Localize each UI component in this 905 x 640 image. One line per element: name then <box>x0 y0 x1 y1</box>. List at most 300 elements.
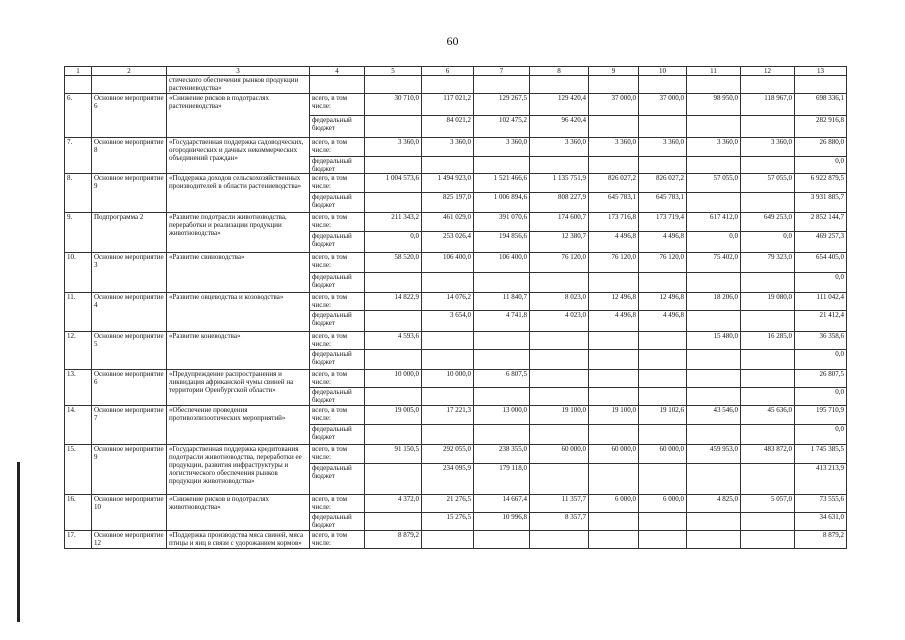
funding-source-cell: федеральный бюджет <box>310 388 365 406</box>
measure-name-cell: Основное мероприятие 9 <box>92 174 167 213</box>
amount-cell <box>530 76 589 94</box>
amount-cell: 102 475,2 <box>474 116 530 138</box>
amount-cell: 1 745 385,5 <box>795 445 847 464</box>
measure-name-cell: Подпрограмма 2 <box>92 213 167 253</box>
amount-cell <box>365 157 422 174</box>
amount-cell <box>422 76 474 94</box>
amount-cell <box>422 425 474 445</box>
amount-cell: 13 000,0 <box>474 406 530 425</box>
amount-cell: 654 405,0 <box>795 253 847 273</box>
row-number-cell: 10. <box>65 253 92 293</box>
amount-cell <box>589 370 639 388</box>
amount-cell <box>530 332 589 350</box>
amount-cell <box>741 273 795 293</box>
amount-cell <box>474 157 530 174</box>
amount-cell: 8 357,7 <box>530 513 589 531</box>
row-number-cell: 11. <box>65 293 92 332</box>
funding-source-cell: всего, в том числе: <box>310 370 365 388</box>
amount-cell <box>589 332 639 350</box>
amount-cell: 76 120,0 <box>639 253 687 273</box>
amount-cell: 282 916,8 <box>795 116 847 138</box>
amount-cell <box>365 350 422 370</box>
amount-cell <box>639 464 687 495</box>
table-row <box>65 174 847 193</box>
amount-cell <box>530 157 589 174</box>
row-number-cell: 15. <box>65 445 92 495</box>
table-row <box>65 406 847 425</box>
amount-cell: 0,0 <box>795 350 847 370</box>
amount-cell: 3 360,0 <box>530 138 589 157</box>
table-row <box>65 213 847 232</box>
amount-cell: 19 005,0 <box>365 406 422 425</box>
amount-cell <box>365 311 422 332</box>
amount-cell: 649 253,0 <box>741 213 795 232</box>
amount-cell: 1 521 466,6 <box>474 174 530 193</box>
amount-cell: 0,0 <box>795 157 847 174</box>
amount-cell: 698 336,1 <box>795 94 847 116</box>
column-number-header: 11 <box>687 67 741 76</box>
amount-cell: 4 825,0 <box>687 495 741 513</box>
amount-cell: 8 879,2 <box>795 531 847 549</box>
amount-cell: 3 360,0 <box>639 138 687 157</box>
funding-source-cell: федеральный бюджет <box>310 232 365 253</box>
measure-description-cell: «Государственная поддержка садоводческих, огороднических и дачных некоммерческих объединений граждан» <box>167 138 310 174</box>
amount-cell: 253 026,4 <box>422 232 474 253</box>
measure-name-cell: Основное мероприятие 3 <box>92 253 167 293</box>
amount-cell <box>687 513 741 531</box>
funding-source-cell: всего, в том числе: <box>310 531 365 549</box>
amount-cell <box>589 531 639 549</box>
amount-cell <box>687 311 741 332</box>
measure-description-cell: «Поддержка доходов сельскохозяйственных производителей в области растениеводства» <box>167 174 310 213</box>
column-number-header: 3 <box>167 67 310 76</box>
funding-source-cell: всего, в том числе: <box>310 138 365 157</box>
amount-cell: 84 021,2 <box>422 116 474 138</box>
table-row <box>65 531 847 549</box>
measure-name-cell: Основное мероприятие 6 <box>92 94 167 138</box>
amount-cell: 57 055,0 <box>687 174 741 193</box>
amount-cell: 826 027,2 <box>589 174 639 193</box>
amount-cell <box>365 193 422 213</box>
amount-cell <box>474 76 530 94</box>
amount-cell <box>639 425 687 445</box>
amount-cell: 1 494 923,0 <box>422 174 474 193</box>
amount-cell <box>639 332 687 350</box>
amount-cell <box>474 273 530 293</box>
amount-cell <box>365 425 422 445</box>
funding-source-cell: федеральный бюджет <box>310 273 365 293</box>
column-number-row <box>65 67 847 76</box>
measure-name-cell: Основное мероприятие 6 <box>92 370 167 406</box>
amount-cell: 98 950,0 <box>687 94 741 116</box>
amount-cell: 111 042,4 <box>795 293 847 311</box>
amount-cell <box>687 350 741 370</box>
amount-cell <box>741 531 795 549</box>
amount-cell: 57 055,0 <box>741 174 795 193</box>
amount-cell: 461 029,0 <box>422 213 474 232</box>
amount-cell <box>639 370 687 388</box>
amount-cell <box>474 425 530 445</box>
amount-cell: 76 120,0 <box>589 253 639 273</box>
amount-cell: 12 496,8 <box>639 293 687 311</box>
funding-source-cell: всего, в том числе: <box>310 94 365 116</box>
measure-description-cell: «Развитие овцеводства и козоводства» <box>167 293 310 332</box>
table-row <box>65 94 847 116</box>
amount-cell <box>474 350 530 370</box>
amount-cell <box>639 513 687 531</box>
amount-cell: 18 206,0 <box>687 293 741 311</box>
amount-cell: 0,0 <box>741 232 795 253</box>
amount-cell <box>687 531 741 549</box>
measure-name-cell: Основное мероприятие 8 <box>92 138 167 174</box>
amount-cell: 391 070,6 <box>474 213 530 232</box>
amount-cell <box>589 273 639 293</box>
amount-cell <box>530 350 589 370</box>
funding-source-cell: федеральный бюджет <box>310 116 365 138</box>
amount-cell <box>741 370 795 388</box>
amount-cell: 91 150,5 <box>365 445 422 464</box>
amount-cell: 173 719,4 <box>639 213 687 232</box>
measure-description-cell: «Обеспечение проведения противоэпизоотических мероприятий» <box>167 406 310 445</box>
amount-cell: 6 922 879,5 <box>795 174 847 193</box>
amount-cell <box>741 350 795 370</box>
amount-cell: 3 654,0 <box>422 311 474 332</box>
measure-name-cell <box>92 76 167 94</box>
amount-cell: 6 000,0 <box>639 495 687 513</box>
funding-source-cell: федеральный бюджет <box>310 513 365 531</box>
row-number-cell: 12. <box>65 332 92 370</box>
measure-description-cell: «Поддержка производства мяса свиней, мяса птицы и яиц в связи с удорожанием кормов» <box>167 531 310 549</box>
amount-cell <box>530 425 589 445</box>
amount-cell <box>589 464 639 495</box>
amount-cell <box>687 193 741 213</box>
amount-cell <box>422 332 474 350</box>
amount-cell <box>422 157 474 174</box>
amount-cell: 11 840,7 <box>474 293 530 311</box>
amount-cell <box>741 116 795 138</box>
amount-cell <box>687 273 741 293</box>
amount-cell <box>422 531 474 549</box>
amount-cell: 16 285,0 <box>741 332 795 350</box>
amount-cell: 4 496,8 <box>639 232 687 253</box>
amount-cell: 645 783,1 <box>589 193 639 213</box>
amount-cell: 118 967,0 <box>741 94 795 116</box>
amount-cell: 174 600,7 <box>530 213 589 232</box>
amount-cell <box>589 350 639 370</box>
amount-cell <box>741 388 795 406</box>
amount-cell: 4 023,0 <box>530 311 589 332</box>
amount-cell: 4 496,8 <box>639 311 687 332</box>
amount-cell <box>687 425 741 445</box>
row-number-cell: 17. <box>65 531 92 549</box>
amount-cell: 4 496,8 <box>589 311 639 332</box>
amount-cell <box>687 157 741 174</box>
amount-cell: 36 358,6 <box>795 332 847 350</box>
row-number-cell: 13. <box>65 370 92 406</box>
table-row <box>65 370 847 388</box>
measure-description-cell: стического обеспечения рынков продукции растениеводства» <box>167 76 310 94</box>
measure-description-cell: «Предупреждение распространения и ликвидация африканской чумы свиней на территории Оренбургской области» <box>167 370 310 406</box>
amount-cell <box>687 76 741 94</box>
amount-cell: 75 402,0 <box>687 253 741 273</box>
column-number-header: 5 <box>365 67 422 76</box>
amount-cell: 73 555,6 <box>795 495 847 513</box>
amount-cell: 4 593,6 <box>365 332 422 350</box>
amount-cell: 1 006 894,6 <box>474 193 530 213</box>
table-row <box>65 76 847 94</box>
amount-cell: 5 057,0 <box>741 495 795 513</box>
amount-cell: 2 852 144,7 <box>795 213 847 232</box>
amount-cell <box>741 513 795 531</box>
column-number-header: 12 <box>741 67 795 76</box>
amount-cell: 21 412,4 <box>795 311 847 332</box>
amount-cell: 10 996,8 <box>474 513 530 531</box>
amount-cell <box>741 157 795 174</box>
amount-cell <box>639 350 687 370</box>
funding-source-cell <box>310 76 365 94</box>
amount-cell: 413 213,9 <box>795 464 847 495</box>
amount-cell <box>741 193 795 213</box>
amount-cell <box>687 116 741 138</box>
measure-name-cell: Основное мероприятие 4 <box>92 293 167 332</box>
amount-cell <box>589 513 639 531</box>
column-number-header: 7 <box>474 67 530 76</box>
amount-cell: 19 100,0 <box>589 406 639 425</box>
amount-cell: 15 276,5 <box>422 513 474 531</box>
funding-source-cell: всего, в том числе: <box>310 293 365 311</box>
amount-cell <box>365 513 422 531</box>
amount-cell: 3 360,0 <box>687 138 741 157</box>
amount-cell: 1 135 751,9 <box>530 174 589 193</box>
amount-cell: 4 372,0 <box>365 495 422 513</box>
measure-name-cell: Основное мероприятие 12 <box>92 531 167 549</box>
funding-source-cell: всего, в том числе: <box>310 495 365 513</box>
amount-cell: 129 420,4 <box>530 94 589 116</box>
funding-source-cell: федеральный бюджет <box>310 350 365 370</box>
column-number-header: 13 <box>795 67 847 76</box>
amount-cell <box>741 464 795 495</box>
column-number-header: 4 <box>310 67 365 76</box>
row-number-cell: 7. <box>65 138 92 174</box>
row-number-cell: 8. <box>65 174 92 213</box>
amount-cell: 21 276,5 <box>422 495 474 513</box>
amount-cell: 19 080,0 <box>741 293 795 311</box>
page-number: 60 <box>446 34 459 48</box>
amount-cell <box>687 388 741 406</box>
funding-source-cell: федеральный бюджет <box>310 193 365 213</box>
amount-cell <box>474 332 530 350</box>
amount-cell: 179 118,0 <box>474 464 530 495</box>
measure-description-cell: «Развитие подотрасли животноводства, переработки и реализации продукции животноводства» <box>167 213 310 253</box>
amount-cell: 14 667,4 <box>474 495 530 513</box>
amount-cell: 195 710,9 <box>795 406 847 425</box>
amount-cell <box>474 531 530 549</box>
amount-cell: 60 000,0 <box>639 445 687 464</box>
amount-cell <box>530 273 589 293</box>
measure-name-cell: Основное мероприятие 9 <box>92 445 167 495</box>
amount-cell: 826 027,2 <box>639 174 687 193</box>
amount-cell <box>795 76 847 94</box>
measure-description-cell: «Развитие свиноводства» <box>167 253 310 293</box>
amount-cell: 0,0 <box>795 388 847 406</box>
amount-cell: 58 520,0 <box>365 253 422 273</box>
amount-cell: 459 953,0 <box>687 445 741 464</box>
amount-cell <box>687 370 741 388</box>
amount-cell: 3 360,0 <box>365 138 422 157</box>
amount-cell <box>741 311 795 332</box>
amount-cell <box>639 76 687 94</box>
amount-cell: 30 710,0 <box>365 94 422 116</box>
amount-cell: 292 055,0 <box>422 445 474 464</box>
amount-cell: 0,0 <box>365 232 422 253</box>
amount-cell: 211 343,2 <box>365 213 422 232</box>
amount-cell: 0,0 <box>687 232 741 253</box>
scan-edge-mark <box>17 462 20 622</box>
amount-cell <box>422 388 474 406</box>
amount-cell: 0,0 <box>795 425 847 445</box>
amount-cell: 483 872,0 <box>741 445 795 464</box>
budget-table <box>64 66 847 549</box>
amount-cell <box>589 157 639 174</box>
column-number-header: 2 <box>92 67 167 76</box>
amount-cell: 14 076,2 <box>422 293 474 311</box>
amount-cell: 76 120,0 <box>530 253 589 273</box>
amount-cell: 0,0 <box>795 273 847 293</box>
amount-cell: 6 000,0 <box>589 495 639 513</box>
amount-cell: 43 546,0 <box>687 406 741 425</box>
amount-cell: 469 257,3 <box>795 232 847 253</box>
amount-cell: 37 000,0 <box>589 94 639 116</box>
amount-cell <box>589 425 639 445</box>
amount-cell: 26 880,0 <box>795 138 847 157</box>
amount-cell <box>365 76 422 94</box>
measure-description-cell: «Государственная поддержка кредитования подотрасли животноводства, переработки ее продукции, развития инфраструктуры и логистического обеспечения рынков продукции животноводства» <box>167 445 310 495</box>
amount-cell <box>687 464 741 495</box>
amount-cell: 96 420,4 <box>530 116 589 138</box>
amount-cell: 12 380,7 <box>530 232 589 253</box>
measure-name-cell: Основное мероприятие 10 <box>92 495 167 531</box>
amount-cell: 4 741,8 <box>474 311 530 332</box>
amount-cell: 34 631,0 <box>795 513 847 531</box>
amount-cell: 106 400,0 <box>474 253 530 273</box>
amount-cell: 194 856,6 <box>474 232 530 253</box>
row-number-cell: 14. <box>65 406 92 445</box>
amount-cell: 4 496,8 <box>589 232 639 253</box>
amount-cell: 17 221,3 <box>422 406 474 425</box>
funding-source-cell: федеральный бюджет <box>310 464 365 495</box>
amount-cell <box>530 464 589 495</box>
amount-cell: 3 360,0 <box>422 138 474 157</box>
amount-cell: 12 496,8 <box>589 293 639 311</box>
table-row <box>65 293 847 311</box>
table-row <box>65 495 847 513</box>
measure-description-cell: «Развитие коневодства» <box>167 332 310 370</box>
amount-cell <box>530 370 589 388</box>
amount-cell <box>639 531 687 549</box>
funding-source-cell: федеральный бюджет <box>310 311 365 332</box>
funding-source-cell: всего, в том числе: <box>310 445 365 464</box>
amount-cell: 173 716,8 <box>589 213 639 232</box>
amount-cell: 1 004 573,6 <box>365 174 422 193</box>
amount-cell <box>365 273 422 293</box>
amount-cell: 3 360,0 <box>589 138 639 157</box>
amount-cell <box>422 273 474 293</box>
amount-cell: 26 807,5 <box>795 370 847 388</box>
amount-cell: 15 480,0 <box>687 332 741 350</box>
amount-cell: 37 000,0 <box>639 94 687 116</box>
amount-cell: 60 000,0 <box>589 445 639 464</box>
amount-cell: 79 323,0 <box>741 253 795 273</box>
column-number-header: 1 <box>65 67 92 76</box>
row-number-cell: 6. <box>65 94 92 138</box>
amount-cell <box>365 116 422 138</box>
row-number-cell: 16. <box>65 495 92 531</box>
amount-cell: 3 360,0 <box>474 138 530 157</box>
amount-cell: 645 783,1 <box>639 193 687 213</box>
amount-cell: 238 355,0 <box>474 445 530 464</box>
amount-cell: 11 357,7 <box>530 495 589 513</box>
amount-cell: 3 360,0 <box>741 138 795 157</box>
amount-cell: 19 102,6 <box>639 406 687 425</box>
amount-cell: 106 400,0 <box>422 253 474 273</box>
amount-cell <box>589 388 639 406</box>
amount-cell <box>589 116 639 138</box>
measure-name-cell: Основное мероприятие 7 <box>92 406 167 445</box>
amount-cell: 45 636,0 <box>741 406 795 425</box>
amount-cell: 808 227,9 <box>530 193 589 213</box>
funding-source-cell: федеральный бюджет <box>310 157 365 174</box>
column-number-header: 9 <box>589 67 639 76</box>
amount-cell: 129 267,5 <box>474 94 530 116</box>
amount-cell: 6 807,5 <box>474 370 530 388</box>
table-row <box>65 253 847 273</box>
amount-cell: 617 412,0 <box>687 213 741 232</box>
amount-cell <box>530 531 589 549</box>
amount-cell <box>422 350 474 370</box>
amount-cell: 19 100,0 <box>530 406 589 425</box>
amount-cell: 10 000,0 <box>422 370 474 388</box>
funding-source-cell: всего, в том числе: <box>310 253 365 273</box>
column-number-header: 10 <box>639 67 687 76</box>
funding-source-cell: всего, в том числе: <box>310 332 365 350</box>
amount-cell <box>530 388 589 406</box>
amount-cell <box>589 76 639 94</box>
funding-source-cell: федеральный бюджет <box>310 425 365 445</box>
amount-cell <box>639 157 687 174</box>
amount-cell <box>639 273 687 293</box>
column-number-header: 8 <box>530 67 589 76</box>
amount-cell <box>639 388 687 406</box>
amount-cell <box>741 425 795 445</box>
table-row <box>65 445 847 464</box>
amount-cell: 14 822,9 <box>365 293 422 311</box>
amount-cell <box>474 388 530 406</box>
amount-cell: 8 023,0 <box>530 293 589 311</box>
amount-cell: 8 879,2 <box>365 531 422 549</box>
amount-cell: 3 931 885,7 <box>795 193 847 213</box>
amount-cell <box>639 116 687 138</box>
amount-cell: 117 021,2 <box>422 94 474 116</box>
amount-cell: 10 000,0 <box>365 370 422 388</box>
amount-cell: 825 197,0 <box>422 193 474 213</box>
funding-source-cell: всего, в том числе: <box>310 406 365 425</box>
table-row <box>65 332 847 350</box>
amount-cell <box>365 388 422 406</box>
funding-source-cell: всего, в том числе: <box>310 213 365 232</box>
amount-cell <box>741 76 795 94</box>
amount-cell: 234 095,9 <box>422 464 474 495</box>
row-number-cell <box>65 76 92 94</box>
